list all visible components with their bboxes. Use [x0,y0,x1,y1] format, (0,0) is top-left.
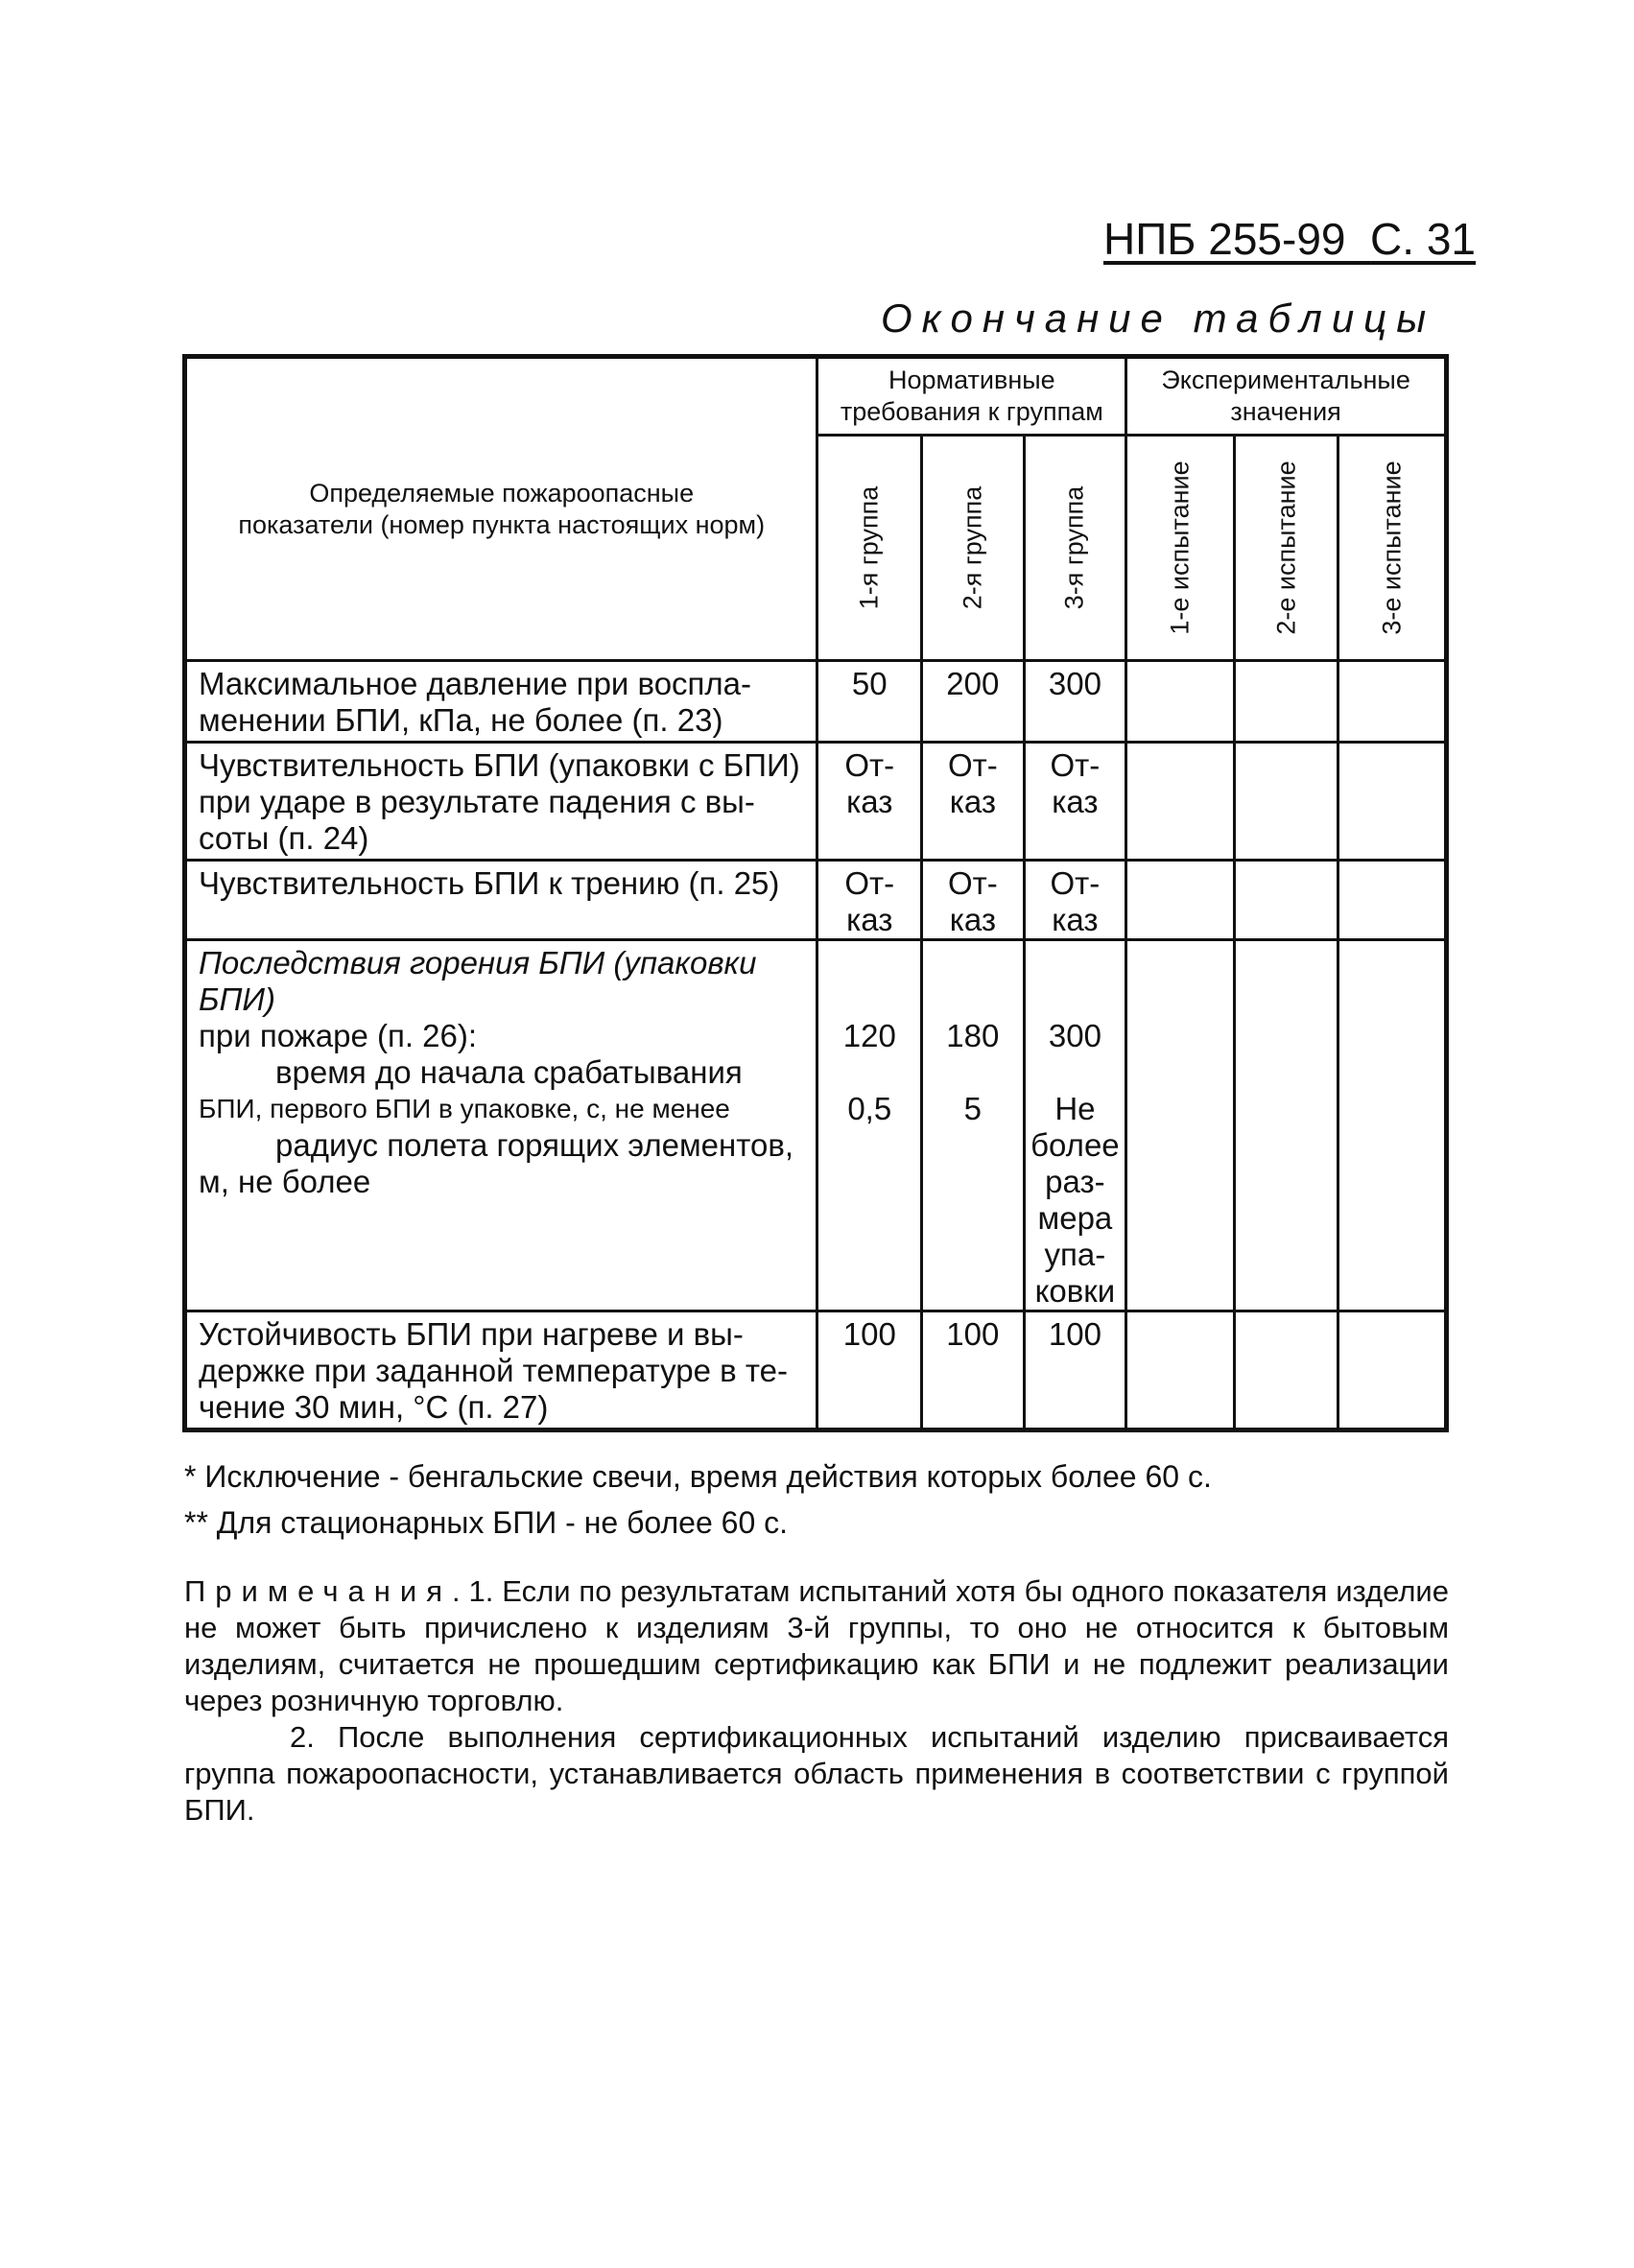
col-test-2: 2-е испытание [1234,436,1338,661]
table-row [185,661,1447,743]
test-cell [1126,661,1235,743]
indicator-cell: Чувствительность БПИ к трению (п. 25) [185,861,817,940]
footnote-2: ** Для стационарных БПИ - не более 60 с. [184,1505,789,1540]
value-cell-g1: 50 [817,661,922,743]
note-1 [184,1573,1449,1719]
notes-label: Примечания [184,1574,452,1608]
value-cell-g1: От- каз [817,861,922,940]
test-cell [1126,861,1235,940]
test-cell [1126,743,1235,861]
note-1-text: . 1. Если по результатам испытаний хотя бы одного показателя изделие не может быть причислено к изделиям 3-й группы, то оно не относится к бытовым изделиям, считается не прошедшим сертификацию как БПИ и не подлежит реализации через розничную торговлю. [184,1574,1449,1717]
note-2: 2. После выполнения сертификационных испытаний изделию присваивается группа пожароопасности, устанавливается область применения в соответствии с группой БПИ. [184,1720,1449,1827]
table-row [185,743,1447,861]
test-cell [1338,940,1447,1311]
footnote-1: * Исключение - бенгальские свечи, время действия которых более 60 с. [184,1459,1212,1494]
value-cell-g2: 180 5 [922,940,1025,1311]
indicator-cell: Максимальное давление при воспла- менении БПИ, кПа, не более (п. 23) [185,661,817,743]
group-requirements-header: Нормативные требования к группам [817,357,1126,436]
value-cell-g1: 100 [817,1311,922,1430]
test-cell [1234,861,1338,940]
indicator-header-line-2: показатели (номер пункта настоящих норм) [238,509,766,539]
indicator-header-line-1: Определяемые пожароопасные [309,478,695,508]
indicator-cell: Устойчивость БПИ при нагреве и вы- держке при заданной температуре в те- чение 30 мин, °С (п. 27) [185,1311,817,1430]
notes-section [184,1573,1449,1829]
col-group-1: 1-я группа [817,436,922,661]
test-cell [1234,743,1338,861]
value-cell-g2: От- каз [922,861,1025,940]
indicator-cell: Последствия горения БПИ (упаковки БПИ) при пожаре (п. 26): время до начала срабатывания БПИ, первого БПИ в упаковке, с, не менее радиус полета горящих элементов, м, не более [185,940,817,1311]
value-cell-g3: 100 [1024,1311,1126,1430]
page-number: С. 31 [1370,214,1476,264]
value-cell-g1: 120 0,5 [817,940,922,1311]
indicator-header [185,357,817,661]
col-group-2: 2-я группа [922,436,1025,661]
col-test-1: 1-е испытание [1126,436,1235,661]
value-cell-g2: 100 [922,1311,1025,1430]
col-test-3: 3-е испытание [1338,436,1447,661]
test-cell [1126,940,1235,1311]
value-cell-g2: 200 [922,661,1025,743]
table-row [185,861,1447,940]
test-cell [1126,1311,1235,1430]
table-caption: Окончание таблицы [881,295,1436,341]
value-cell-g1: От- каз [817,743,922,861]
doc-code: НПБ 255-99 [1103,214,1346,264]
footnotes [184,1453,1451,1546]
test-cell [1234,1311,1338,1430]
value-cell-g3: От- каз [1024,861,1126,940]
indicator-cell: Чувствительность БПИ (упаковки с БПИ) при ударе в результате падения с вы- соты (п. 24) [185,743,817,861]
value-cell-g3: От- каз [1024,743,1126,861]
test-cell [1338,743,1447,861]
col-group-3: 3-я группа [1024,436,1126,661]
experimental-values-header: Экспериментальные значения [1126,357,1447,436]
page-header [1103,213,1476,265]
test-cell [1338,861,1447,940]
test-cell [1338,661,1447,743]
test-cell [1338,1311,1447,1430]
value-cell-g2: От- каз [922,743,1025,861]
table-row [185,940,1447,1311]
table-row [185,1311,1447,1430]
test-cell [1234,940,1338,1311]
value-cell-g3: 300 Не более раз- мера упа- ковки [1024,940,1126,1311]
test-cell [1234,661,1338,743]
value-cell-g3: 300 [1024,661,1126,743]
requirements-table [182,354,1449,1432]
